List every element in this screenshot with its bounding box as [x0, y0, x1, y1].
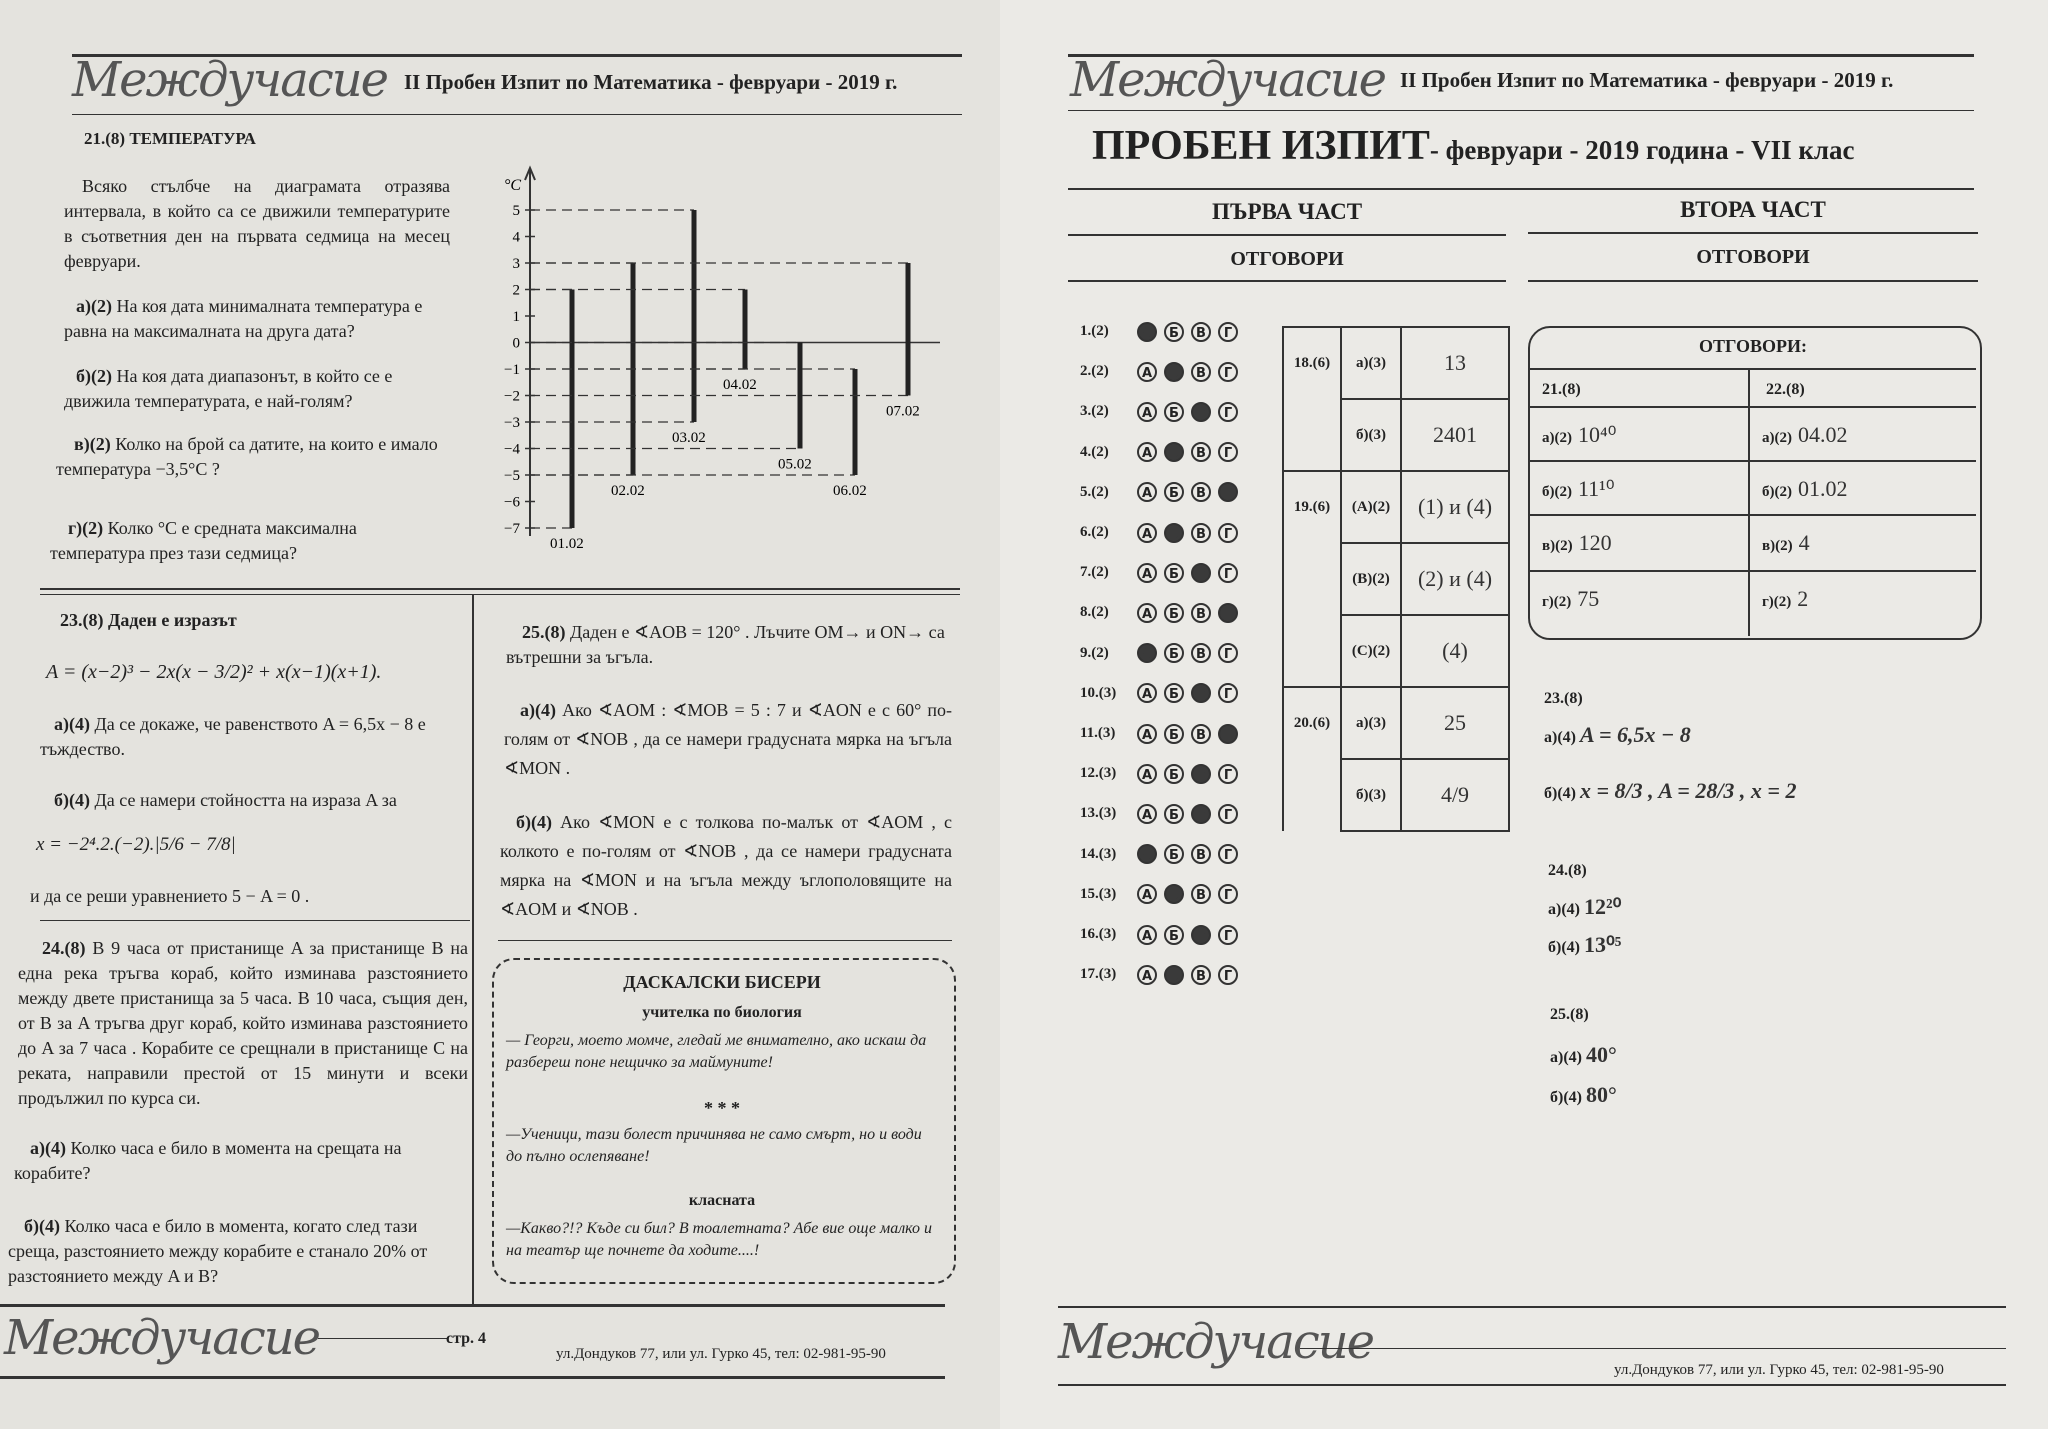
- mc-bubble-empty[interactable]: А: [1137, 362, 1157, 382]
- mc-bubble-empty[interactable]: Г: [1218, 523, 1238, 543]
- mc-bubble-empty[interactable]: Г: [1218, 804, 1238, 824]
- y-tick-label: −6: [504, 494, 520, 511]
- header-title: II Пробен Изпит по Математика - февруари - 2019 г.: [404, 70, 898, 94]
- q23-b: [40, 788, 460, 813]
- open-answer-value: 2401: [1401, 399, 1509, 471]
- mc-question-number: 13.(3): [1080, 805, 1117, 822]
- mc-bubble-selected[interactable]: В: [1191, 925, 1211, 945]
- answer-part-label: в)(2): [1762, 538, 1793, 554]
- open-answer-value: (4): [1401, 615, 1509, 687]
- mc-bubble-empty[interactable]: Б: [1164, 603, 1184, 623]
- q25: [506, 620, 950, 670]
- mc-question-number: 4.(2): [1080, 443, 1109, 460]
- pearls-sub1: учителка по биология: [642, 1004, 802, 1021]
- q25-b: [500, 808, 952, 924]
- r-footer-logo: Междучасие: [1058, 1314, 1374, 1370]
- q24-text: В 9 часа от пристанище A за пристанище B на една река тръгва кораб, който изминава разстоянието между двете пристанища за 5 часа. В 10 часа, същия ден, от B за A тръгва друг кораб, който изминава разстоянието до A за 7 часа . Корабите се срещнали в пристанище C на реката, направили престой от 15 минути и всеки продължил по курса си.: [18, 938, 469, 1108]
- mc-bubble-selected[interactable]: В: [1191, 402, 1211, 422]
- bar-date-label: 04.02: [723, 377, 757, 393]
- a24-title: 24.(8): [1548, 862, 1587, 879]
- y-tick-label: −5: [504, 468, 520, 484]
- y-tick-label: −4: [504, 441, 520, 458]
- mc-bubble-empty[interactable]: В: [1191, 724, 1211, 744]
- a24-b-value: 13⁰⁵: [1583, 932, 1622, 957]
- mc-bubble-selected[interactable]: Б: [1164, 523, 1184, 543]
- mc-question-number: 5.(2): [1080, 483, 1109, 500]
- mc-bubble-empty[interactable]: В: [1191, 844, 1211, 864]
- open-answer-value: (2) и (4): [1401, 543, 1509, 615]
- mc-bubble-selected[interactable]: Г: [1218, 603, 1238, 623]
- mc-bubble-selected[interactable]: Г: [1218, 482, 1238, 502]
- mc-question-number: 9.(2): [1080, 644, 1109, 661]
- q21-intro: Всяко стълбче на диаграмата отразява интервала, в който са се движили температурите в съответния ден на първата седмица на месец февруари.: [64, 176, 450, 271]
- mc-bubble-selected[interactable]: В: [1191, 563, 1211, 583]
- mc-question-number: 17.(3): [1080, 966, 1117, 983]
- open-answer-value: 25: [1401, 687, 1509, 759]
- y-tick-label: 4: [512, 229, 520, 246]
- answer-part-label: г)(2): [1542, 594, 1572, 610]
- r-header-rule-bottom: [1068, 110, 1974, 111]
- pearls-sub2: класната: [688, 1192, 756, 1209]
- q21-title: 21.(8) ТЕМПЕРАТУРА: [84, 129, 256, 148]
- bar-date-label: 05.02: [778, 456, 812, 473]
- q24-b: [8, 1214, 468, 1289]
- q25-a: [504, 696, 952, 783]
- mc-row: [1080, 396, 1238, 426]
- open-answer-part: (А)(2): [1341, 471, 1401, 543]
- pearls-joke3: —Какво?!? Къде си бил? В тоалетната? Абе вие още малко и на театър ще почнете да ходите....!: [506, 1220, 933, 1259]
- answer-value: 2: [1797, 586, 1809, 611]
- mc-bubble-empty[interactable]: Б: [1164, 643, 1184, 663]
- a24-a: [1548, 894, 1621, 922]
- mc-row: [1080, 356, 1238, 386]
- mc-question-number: 12.(3): [1080, 765, 1117, 782]
- answer-part-label: в)(2): [1542, 538, 1573, 554]
- footer-rule-bottom: [0, 1376, 945, 1379]
- mc-bubble-empty[interactable]: Г: [1218, 884, 1238, 904]
- a23-b-value: x = 8/3 , A = 28/3 , x = 2: [1579, 778, 1797, 803]
- mc-bubble-empty[interactable]: В: [1191, 482, 1211, 502]
- q24-a-text: Колко часа е било в момента на срещата на корабите?: [14, 1138, 402, 1183]
- mc-row: [1080, 718, 1238, 748]
- q21-c-text: Колко на брой са датите, на които е имало температура −3,5°C ?: [56, 434, 438, 479]
- mc-bubble-empty[interactable]: А: [1137, 884, 1157, 904]
- mc-bubble-empty[interactable]: Г: [1218, 683, 1238, 703]
- mc-bubble-empty[interactable]: В: [1191, 523, 1211, 543]
- answer-value: 10⁴⁰: [1578, 422, 1617, 447]
- open-answer-row: [1283, 543, 1509, 615]
- mc-row: [1080, 437, 1238, 467]
- q24-b-text: Колко часа е било в момента, когато след тази среща, разстоянието между корабите е станало 20% от разстоянието между A и B?: [8, 1216, 428, 1286]
- answer-22-row: [1762, 422, 1848, 451]
- open-answer-part: (С)(2): [1341, 615, 1401, 687]
- mc-bubble-empty[interactable]: Б: [1164, 683, 1184, 703]
- mc-bubble-empty[interactable]: А: [1137, 724, 1157, 744]
- column-divider: [472, 594, 474, 1304]
- footer-logo: Междучасие: [4, 1310, 320, 1366]
- q24-b-label: б)(4): [24, 1216, 60, 1236]
- open-answer-row: [1283, 399, 1509, 471]
- open-answers-table: [1282, 326, 1510, 832]
- exam-title: [1092, 122, 1855, 170]
- mc-row: [1080, 316, 1238, 346]
- a24-b: [1548, 932, 1621, 960]
- answer-22-row: [1762, 586, 1808, 615]
- open-answer-value: 13: [1401, 327, 1509, 399]
- a25-a-label: а)(4): [1550, 1049, 1582, 1066]
- header-rule-bottom: [72, 114, 962, 115]
- answer-value: 4: [1798, 530, 1810, 555]
- mc-bubble-empty[interactable]: В: [1191, 322, 1211, 342]
- q23-rule: [40, 920, 470, 921]
- open-answer-part: б)(3): [1341, 399, 1401, 471]
- a25-a-value: 40°: [1585, 1042, 1617, 1067]
- mc-question-number: 16.(3): [1080, 926, 1117, 942]
- mc-bubble-empty[interactable]: Г: [1218, 925, 1238, 945]
- a24-a-value: 12²⁰: [1583, 894, 1622, 919]
- mc-bubble-empty[interactable]: А: [1137, 764, 1157, 784]
- q24-a-label: а)(4): [30, 1138, 66, 1158]
- mc-bubble-selected[interactable]: Б: [1164, 965, 1184, 985]
- mc-bubble-empty[interactable]: Г: [1218, 563, 1238, 583]
- q24-title: 24.(8): [42, 938, 86, 958]
- q23-b-label: б)(4): [54, 790, 90, 810]
- open-answer-part: а)(3): [1341, 687, 1401, 759]
- open-answer-value: (1) и (4): [1401, 471, 1509, 543]
- open-answer-question: 20.(6): [1283, 687, 1341, 759]
- mc-bubble-empty[interactable]: А: [1137, 402, 1157, 422]
- mc-row: [1080, 597, 1238, 627]
- mc-row: [1080, 798, 1238, 828]
- mc-bubble-selected[interactable]: А: [1137, 643, 1157, 663]
- y-tick-label: 5: [512, 203, 520, 219]
- open-answer-row: [1283, 615, 1509, 687]
- mc-bubble-selected[interactable]: А: [1137, 322, 1157, 342]
- col22-header: 22.(8): [1766, 381, 1805, 398]
- a23-title: 23.(8): [1544, 690, 1583, 707]
- r-footer-rule-bottom: [1058, 1384, 2006, 1386]
- part1-answers-label: ОТГОВОРИ: [1230, 248, 1344, 270]
- answer-21-row: [1542, 586, 1599, 615]
- open-answer-row: [1283, 471, 1509, 543]
- q23-title: 23.(8) Даден е изразът: [60, 610, 237, 630]
- answers-box-title: ОТГОВОРИ:: [1698, 336, 1807, 356]
- a25-b-label: б)(4): [1550, 1089, 1582, 1106]
- mc-row: [1080, 557, 1238, 587]
- pearls-joke1: — Георги, моето момче, гледай ме внимателно, ако искаш да разбереш поне нещичко за маймуните!: [506, 1032, 927, 1071]
- open-answer-question: 18.(6): [1283, 327, 1341, 399]
- mc-bubble-empty[interactable]: А: [1137, 925, 1157, 945]
- part1-rule2: [1068, 280, 1506, 282]
- answer-value: 11¹⁰: [1578, 476, 1615, 501]
- answer-value: 75: [1577, 586, 1600, 611]
- y-tick-label: 2: [512, 282, 520, 299]
- mc-question-number: 2.(2): [1080, 363, 1109, 380]
- box-row-rule: [1530, 570, 1976, 572]
- mc-bubble-empty[interactable]: В: [1191, 442, 1211, 462]
- q23-a-text: Да се докаже, че равенството A = 6,5x − 8 е тъждество.: [40, 714, 426, 759]
- a24-a-label: а)(4): [1548, 901, 1580, 918]
- q21-a-text: На коя дата минималната температура е равна на максималната на друга дата?: [64, 296, 423, 341]
- mc-question-number: 8.(2): [1080, 604, 1109, 621]
- mc-question-number: 11.(3): [1080, 725, 1116, 741]
- y-tick-label: −1: [504, 362, 520, 378]
- mc-question-number: 6.(2): [1080, 524, 1109, 540]
- q25-rule: [498, 940, 952, 941]
- mc-bubble-empty[interactable]: Б: [1164, 844, 1184, 864]
- bar-date-label: 07.02: [886, 403, 920, 420]
- answer-value: 01.02: [1798, 476, 1848, 501]
- q23-a-label: а)(4): [54, 714, 90, 734]
- a23-a-label: а)(4): [1544, 729, 1576, 746]
- mc-bubble-empty[interactable]: Б: [1164, 563, 1184, 583]
- open-answer-part: а)(3): [1341, 327, 1401, 399]
- mc-bubble-empty[interactable]: Г: [1218, 442, 1238, 462]
- mc-bubble-empty[interactable]: А: [1137, 804, 1157, 824]
- exam-title-main: ПРОБЕН ИЗПИТ: [1092, 123, 1430, 169]
- section-rule-1: [40, 588, 960, 590]
- temperature-chart: [490, 160, 960, 560]
- q21-c-label: в)(2): [74, 434, 111, 454]
- bar-date-label: 03.02: [672, 430, 706, 446]
- answer-22-row: [1762, 476, 1848, 505]
- part1-rule: [1068, 234, 1506, 236]
- mc-row: [1080, 758, 1238, 788]
- bar-date-label: 02.02: [611, 483, 645, 499]
- mc-bubble-empty[interactable]: Б: [1164, 322, 1184, 342]
- answer-21-row: [1542, 422, 1617, 451]
- a23-a-value: A = 6,5x − 8: [1579, 722, 1691, 747]
- mc-question-number: 7.(2): [1080, 564, 1109, 581]
- answer-part-label: а)(2): [1762, 430, 1792, 446]
- open-answer-question: [1283, 759, 1341, 831]
- y-tick-label: −7: [504, 521, 520, 537]
- q25-a-text: Ако ∢AOM : ∢MOB = 5 : 7 и ∢AON е с 60° по-голям от ∢NOB , да се намери градусната мярка на ъгъла ∢MON .: [504, 700, 953, 778]
- q21-d-label: г)(2): [68, 518, 104, 538]
- q21-b-text: На коя дата диапазонът, в който се е движила температурата, е най-голям?: [64, 366, 393, 411]
- answer-part-label: а)(2): [1542, 430, 1572, 446]
- open-answer-question: [1283, 615, 1341, 687]
- mc-bubble-empty[interactable]: В: [1191, 362, 1211, 382]
- open-answer-part: (В)(2): [1341, 543, 1401, 615]
- mc-bubble-selected[interactable]: В: [1191, 804, 1211, 824]
- q21-c: [56, 432, 450, 482]
- mc-question-number: 10.(3): [1080, 684, 1117, 701]
- part2-rule: [1528, 232, 1978, 234]
- q24: [18, 936, 468, 1111]
- mc-bubble-empty[interactable]: Г: [1218, 844, 1238, 864]
- footer-rule-top: [0, 1304, 945, 1307]
- a23-a: [1544, 722, 1691, 750]
- mc-bubble-empty[interactable]: Б: [1164, 482, 1184, 502]
- q25-text: Даден е ∢AOB = 120° . Лъчите OM→ и ON→ са вътрешни за ъгъла.: [506, 622, 945, 667]
- mc-row: [1080, 678, 1238, 708]
- r-footer-address: ул.Дондуков 77, или ул. Гурко 45, тел: 02-981-95-90: [1614, 1362, 1944, 1378]
- part2-rule2: [1528, 280, 1978, 282]
- answer-value: 120: [1578, 530, 1612, 555]
- q25-b-text: Ако ∢MON е с толкова по-малък от ∢AOM , с колкото е по-голям от ∢NOB , да се намери градусната мярка на ∢MON и на ъгъла между ъглополовящите на ∢AOM и ∢NOB .: [500, 812, 952, 919]
- footer-address: ул.Дондуков 77, или ул. Гурко 45, тел: 02-981-95-90: [556, 1346, 886, 1362]
- exam-title-sub: - февруари - 2019 година - VII клас: [1429, 135, 1855, 165]
- q25-a-label: а)(4): [520, 700, 556, 720]
- mc-question-number: 15.(3): [1080, 885, 1117, 902]
- mc-bubble-empty[interactable]: Б: [1164, 764, 1184, 784]
- mc-bubble-empty[interactable]: Г: [1218, 764, 1238, 784]
- bar-date-label: 01.02: [550, 536, 584, 552]
- mc-bubble-empty[interactable]: Г: [1218, 965, 1238, 985]
- mc-question-number: 3.(2): [1080, 403, 1109, 420]
- col21-header: 21.(8): [1542, 381, 1581, 398]
- mc-bubble-empty[interactable]: Б: [1164, 925, 1184, 945]
- mc-bubble-empty[interactable]: А: [1137, 442, 1157, 462]
- answer-21-row: [1542, 476, 1615, 505]
- y-tick-label: −2: [504, 388, 520, 405]
- box-row-rule: [1530, 460, 1976, 462]
- mc-bubble-empty[interactable]: Г: [1218, 322, 1238, 342]
- mc-row: [1080, 517, 1238, 547]
- mc-bubble-selected[interactable]: Б: [1164, 884, 1184, 904]
- y-tick-label: −3: [504, 415, 520, 431]
- mc-bubble-empty[interactable]: А: [1137, 965, 1157, 985]
- q21-d-text: Колко °C е средната максимална температура през тази седмица?: [50, 518, 357, 563]
- right-page: [1000, 0, 2048, 1429]
- answer-part-label: г)(2): [1762, 594, 1792, 610]
- footer-page-rule: [318, 1338, 448, 1339]
- open-answer-value: 4/9: [1401, 759, 1509, 831]
- q21-a: [64, 294, 450, 344]
- answer-part-label: б)(2): [1542, 484, 1572, 500]
- q23-b-end: и да се реши уравнението 5 − A = 0 .: [30, 886, 310, 906]
- mc-bubble-empty[interactable]: В: [1191, 603, 1211, 623]
- q23-formula: A = (x−2)³ − 2x(x − 3/2)² + x(x−1)(x+1).: [46, 661, 382, 683]
- q23-b-text: Да се намери стойността на израза A за: [94, 790, 397, 810]
- q21-a-label: а)(2): [76, 296, 112, 316]
- y-tick-label: 1: [512, 309, 520, 325]
- mc-bubble-selected[interactable]: Б: [1164, 362, 1184, 382]
- part2-heading: ВТОРА ЧАСТ: [1680, 197, 1826, 222]
- q23-a: [40, 712, 460, 762]
- y-tick-label: 3: [512, 256, 520, 272]
- y-tick-label: 0: [512, 335, 520, 352]
- mc-bubble-empty[interactable]: Б: [1164, 804, 1184, 824]
- mc-bubble-empty[interactable]: А: [1137, 563, 1157, 583]
- section-rule-2: [40, 594, 960, 595]
- mc-row: [1080, 839, 1238, 869]
- mc-bubble-empty[interactable]: А: [1137, 603, 1157, 623]
- q21-d: [50, 516, 450, 566]
- q21-b-label: б)(2): [76, 366, 112, 386]
- q24-a: [14, 1136, 468, 1186]
- mc-row: [1080, 879, 1238, 909]
- y-axis-label: °C: [504, 177, 522, 194]
- r-header-logo: Междучасие: [1070, 52, 1386, 108]
- pearls-joke2: —Ученици, тази болест причинява не само смърт, но и води до пълно ослепяване!: [506, 1126, 922, 1165]
- left-page: [0, 0, 1000, 1429]
- r-footer-mid-rule: [1300, 1348, 2006, 1349]
- mc-bubble-empty[interactable]: В: [1191, 643, 1211, 663]
- answer-value: 04.02: [1798, 422, 1848, 447]
- bar-date-label: 06.02: [833, 483, 867, 499]
- box-rule-2: [1530, 406, 1976, 408]
- mc-bubble-empty[interactable]: Б: [1164, 402, 1184, 422]
- a25-title: 25.(8): [1550, 1006, 1589, 1023]
- mc-bubble-empty[interactable]: В: [1191, 965, 1211, 985]
- open-answer-question: [1283, 543, 1341, 615]
- a25-b: [1550, 1082, 1617, 1110]
- mc-bubble-empty[interactable]: Б: [1164, 724, 1184, 744]
- mc-bubble-empty[interactable]: Г: [1218, 362, 1238, 382]
- answer-22-row: [1762, 530, 1810, 559]
- part2-answers-label: ОТГОВОРИ: [1696, 246, 1810, 268]
- box-row-rule: [1530, 514, 1976, 516]
- r-header-title: II Пробен Изпит по Математика - февруари - 2019 г.: [1400, 68, 1894, 92]
- open-answer-row: [1283, 687, 1509, 759]
- header-logo: Междучасие: [72, 52, 388, 108]
- a24-b-label: б)(4): [1548, 939, 1580, 956]
- mc-bubble-selected[interactable]: Г: [1218, 724, 1238, 744]
- answer-21-row: [1542, 530, 1612, 559]
- pearls-stars: * * *: [704, 1098, 740, 1118]
- q25-title: 25.(8): [522, 622, 566, 642]
- a23-b: [1544, 778, 1796, 806]
- mc-question-number: 1.(2): [1080, 323, 1109, 339]
- q23-b-value: x = −2⁴.2.(−2).|5/6 − 7/8|: [36, 834, 236, 855]
- q25-b-label: б)(4): [516, 812, 552, 832]
- box-rule-1: [1530, 368, 1976, 370]
- pearls-title: ДАСКАЛСКИ БИСЕРИ: [623, 972, 821, 992]
- a25-a: [1550, 1042, 1617, 1070]
- mc-bubble-empty[interactable]: В: [1191, 884, 1211, 904]
- a25-b-value: 80°: [1585, 1082, 1617, 1107]
- r-footer-rule-top: [1058, 1306, 2006, 1308]
- open-answer-part: б)(3): [1341, 759, 1401, 831]
- box-divider: [1748, 368, 1750, 636]
- mc-bubble-empty[interactable]: А: [1137, 683, 1157, 703]
- open-answer-row: [1283, 327, 1509, 399]
- mc-bubble-selected[interactable]: В: [1191, 764, 1211, 784]
- mc-row: [1080, 477, 1238, 507]
- mc-row: [1080, 959, 1238, 989]
- mc-bubble-empty[interactable]: А: [1137, 523, 1157, 543]
- mc-bubble-empty[interactable]: А: [1137, 482, 1157, 502]
- open-answer-row: [1283, 759, 1509, 831]
- mc-bubble-selected[interactable]: Б: [1164, 442, 1184, 462]
- answer-part-label: б)(2): [1762, 484, 1792, 500]
- open-answer-question: [1283, 399, 1341, 471]
- mc-row: [1080, 638, 1238, 668]
- open-answer-question: 19.(6): [1283, 471, 1341, 543]
- mc-bubble-selected[interactable]: В: [1191, 683, 1211, 703]
- title-rule: [1068, 188, 1974, 190]
- footer-page: стр. 4: [446, 1330, 487, 1347]
- part1-heading: ПЪРВА ЧАСТ: [1211, 199, 1363, 224]
- mc-bubble-selected[interactable]: А: [1137, 844, 1157, 864]
- mc-question-number: 14.(3): [1080, 845, 1117, 862]
- mc-row: [1080, 919, 1238, 949]
- a23-b-label: б)(4): [1544, 785, 1576, 802]
- q21-b: [64, 364, 450, 414]
- mc-bubble-empty[interactable]: Г: [1218, 643, 1238, 663]
- mc-bubble-empty[interactable]: Г: [1218, 402, 1238, 422]
